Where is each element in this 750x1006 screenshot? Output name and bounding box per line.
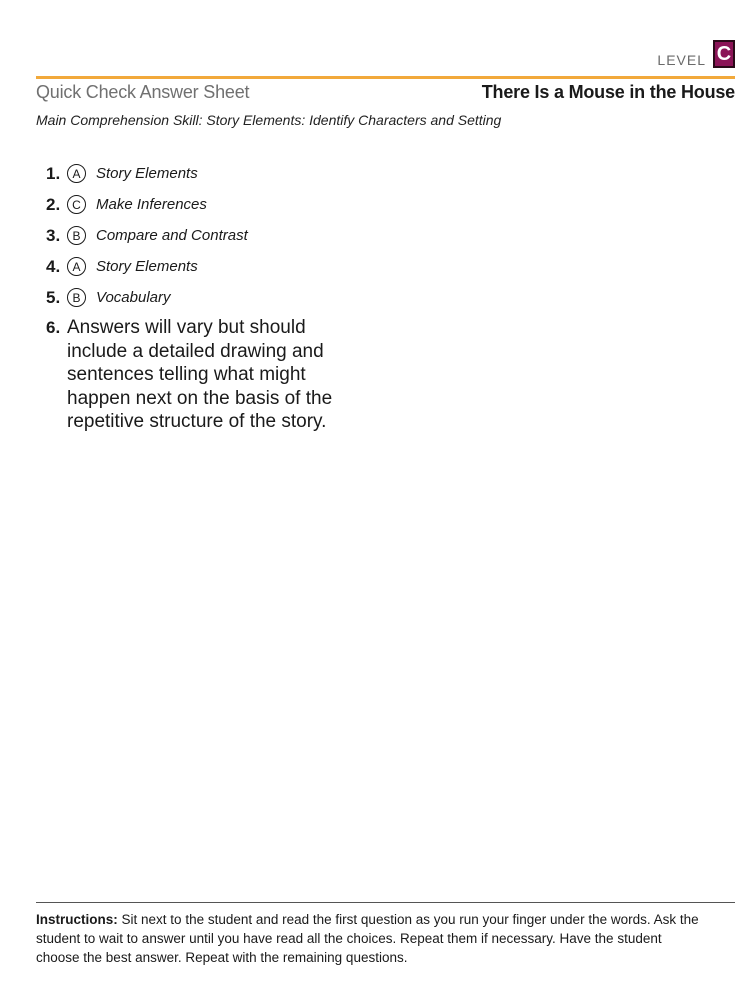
instructions-label: Instructions: [36,912,118,927]
answer-item [46,282,406,313]
open-answer-text: Answers will vary but should include a detailed drawing and sentences telling what might happen next on the basis of the repetitive structure of the story. [67,317,333,432]
open-answer-item [46,316,406,434]
sheet-title: Quick Check Answer Sheet [36,82,250,102]
answer-list [46,158,406,434]
answer-choice-circle: A [67,257,86,276]
header [36,82,735,103]
answer-skill: Story Elements [96,258,198,275]
answer-number: 4. [46,256,61,276]
instructions-text: Sit next to the student and read the first question as you run your finger under the words. Ask the student to wait to answer until you have read all the choices. Repeat them if necessary. Have the student choose the best answer. Repeat with the remaining questions. [36,912,699,965]
answer-skill: Make Inferences [96,196,207,213]
answer-item [46,158,406,189]
answer-skill: Story Elements [96,165,198,182]
answer-skill: Compare and Contrast [96,227,248,244]
answer-skill: Vocabulary [96,289,171,306]
answer-number: 2. [46,194,61,214]
instructions [36,910,708,967]
answer-number: 3. [46,225,61,245]
answer-item [46,189,406,220]
level-label: LEVEL [657,52,706,68]
level-badge: C [713,40,735,68]
level-indicator [657,40,735,68]
footer-divider [36,902,735,903]
answer-item [46,220,406,251]
answer-number: 5. [46,287,61,307]
book-title: There Is a Mouse in the House [481,82,735,102]
answer-item [46,251,406,282]
answer-choice-circle: B [67,226,86,245]
answer-choice-circle: B [67,288,86,307]
comprehension-skill: Main Comprehension Skill: Story Elements: Identify Characters and Setting [36,112,502,128]
header-divider [36,76,735,79]
answer-number: 1. [46,163,61,183]
answer-choice-circle: C [67,195,86,214]
answer-number: 6. [46,318,61,337]
answer-choice-circle: A [67,164,86,183]
